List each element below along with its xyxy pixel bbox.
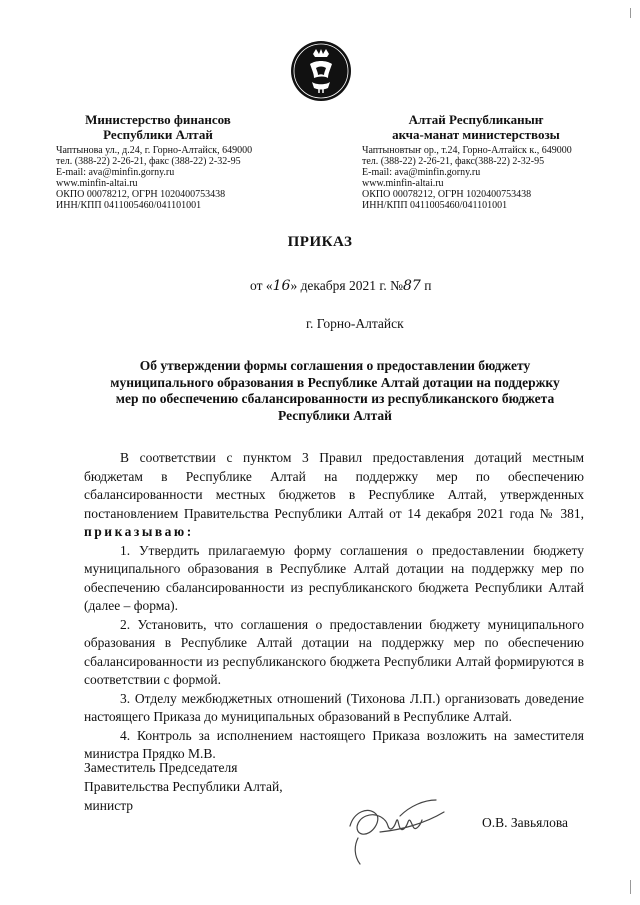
org-name-alt	[376, 112, 576, 142]
city-line: г. Горно-Алтайск	[306, 316, 404, 331]
order-item: 1. Утвердить прилагаемую форму соглашения о предоставлении бюджету муниципального образования в Республике Алтай дотации на поддержку мер по обеспечению сбалансированности из республиканского бюджета Республики Алтай (далее – форма).	[84, 542, 584, 613]
document-title: ПРИКАЗ	[287, 234, 353, 250]
tax-id-line: ИНН/КПП 0411005460/041101001	[56, 200, 202, 211]
address-line: Чаптыновтыҥ ор., т.24, Горно-Алтайск к., 649000	[362, 145, 572, 156]
org-name-ru	[58, 112, 258, 142]
order-item: 2. Установить, что соглашения о предоставлении бюджету муниципального образования в Республике Алтай дотации на поддержку мер по обеспечению сбалансированности из республиканского бюджета Республики Алтай формируются в соответствии с формой.	[84, 616, 584, 687]
handwritten-day: 16	[272, 278, 291, 294]
handwritten-signature	[340, 782, 470, 872]
date-number-line	[250, 278, 431, 294]
preamble-text: В соответствии с пунктом 3 Правил предоставления дотаций местным бюджетам в Республике Алтай на поддержку мер по обеспечению сбалансированности местных бюджетов в Республике Алтай, утвержденных постановлением Правительства Республики Алтай от 14 декабря 2021 года № 381,	[84, 450, 584, 521]
phone-line: тел. (388-22) 2-26-21, факс (388-22) 2-32-95	[56, 156, 241, 167]
signatory-position	[84, 758, 283, 815]
position-line: Правительства Республики Алтай,	[84, 779, 283, 794]
website-line: www.minfin-altai.ru	[56, 178, 138, 189]
phone-line: тел. (388-22) 2-26-21, факс(388-22) 2-32-95	[362, 156, 545, 167]
document-body	[84, 449, 584, 764]
tax-id-line: ИНН/КПП 0411005460/041101001	[362, 200, 508, 211]
coat-of-arms-icon	[290, 40, 352, 102]
preamble-paragraph	[84, 449, 584, 542]
number-suffix: п	[420, 278, 432, 293]
org-name-line: Алтай Республиканыҥ	[408, 112, 544, 127]
letterhead-left	[56, 112, 326, 211]
letterhead-right	[362, 112, 632, 211]
date-prefix: от «	[250, 278, 273, 293]
registry-line: ОКПО 00078212, ОГРН 1020400753438	[362, 189, 532, 200]
document-subject: Об утверждении формы соглашения о предоставлении бюджету муниципального образования в Республике Алтай дотации на поддержку мер по обеспечению сбалансированности из республиканского бюджета Республики Алтай	[110, 358, 560, 423]
org-name-line: акча-манат министерствозы	[392, 127, 560, 142]
registry-line: ОКПО 00078212, ОГРН 1020400753438	[56, 189, 226, 200]
order-item: 4. Контроль за исполнением настоящего Приказа возложить на заместителя министра Прядко М.В.	[84, 727, 584, 761]
contact-details-ru	[56, 145, 326, 211]
position-line: Заместитель Председателя	[84, 760, 238, 775]
email-line: E-mail: ava@minfin.gorny.ru	[362, 167, 481, 178]
email-line: E-mail: ava@minfin.gorny.ru	[56, 167, 175, 178]
org-name-line: Министерство финансов	[85, 112, 231, 127]
order-item: 3. Отделу межбюджетных отношений (Тихонова Л.П.) организовать доведение настоящего Приказа до муниципальных образований в Республике Алтай.	[84, 690, 584, 724]
handwritten-order-number: 87	[403, 278, 421, 294]
position-line: министр	[84, 798, 134, 813]
order-word: приказываю:	[84, 524, 194, 539]
date-month-year: » декабря 2021 г. №	[290, 278, 403, 293]
scan-edge-mark	[630, 880, 631, 894]
address-line: Чаптынова ул., д.24, г. Горно-Алтайск, 649000	[56, 145, 253, 156]
website-line: www.minfin-altai.ru	[362, 178, 444, 189]
org-name-line: Республики Алтай	[103, 127, 213, 142]
scan-edge-mark	[630, 8, 631, 18]
contact-details-alt	[362, 145, 632, 211]
signatory-name: О.В. Завьялова	[482, 815, 569, 830]
